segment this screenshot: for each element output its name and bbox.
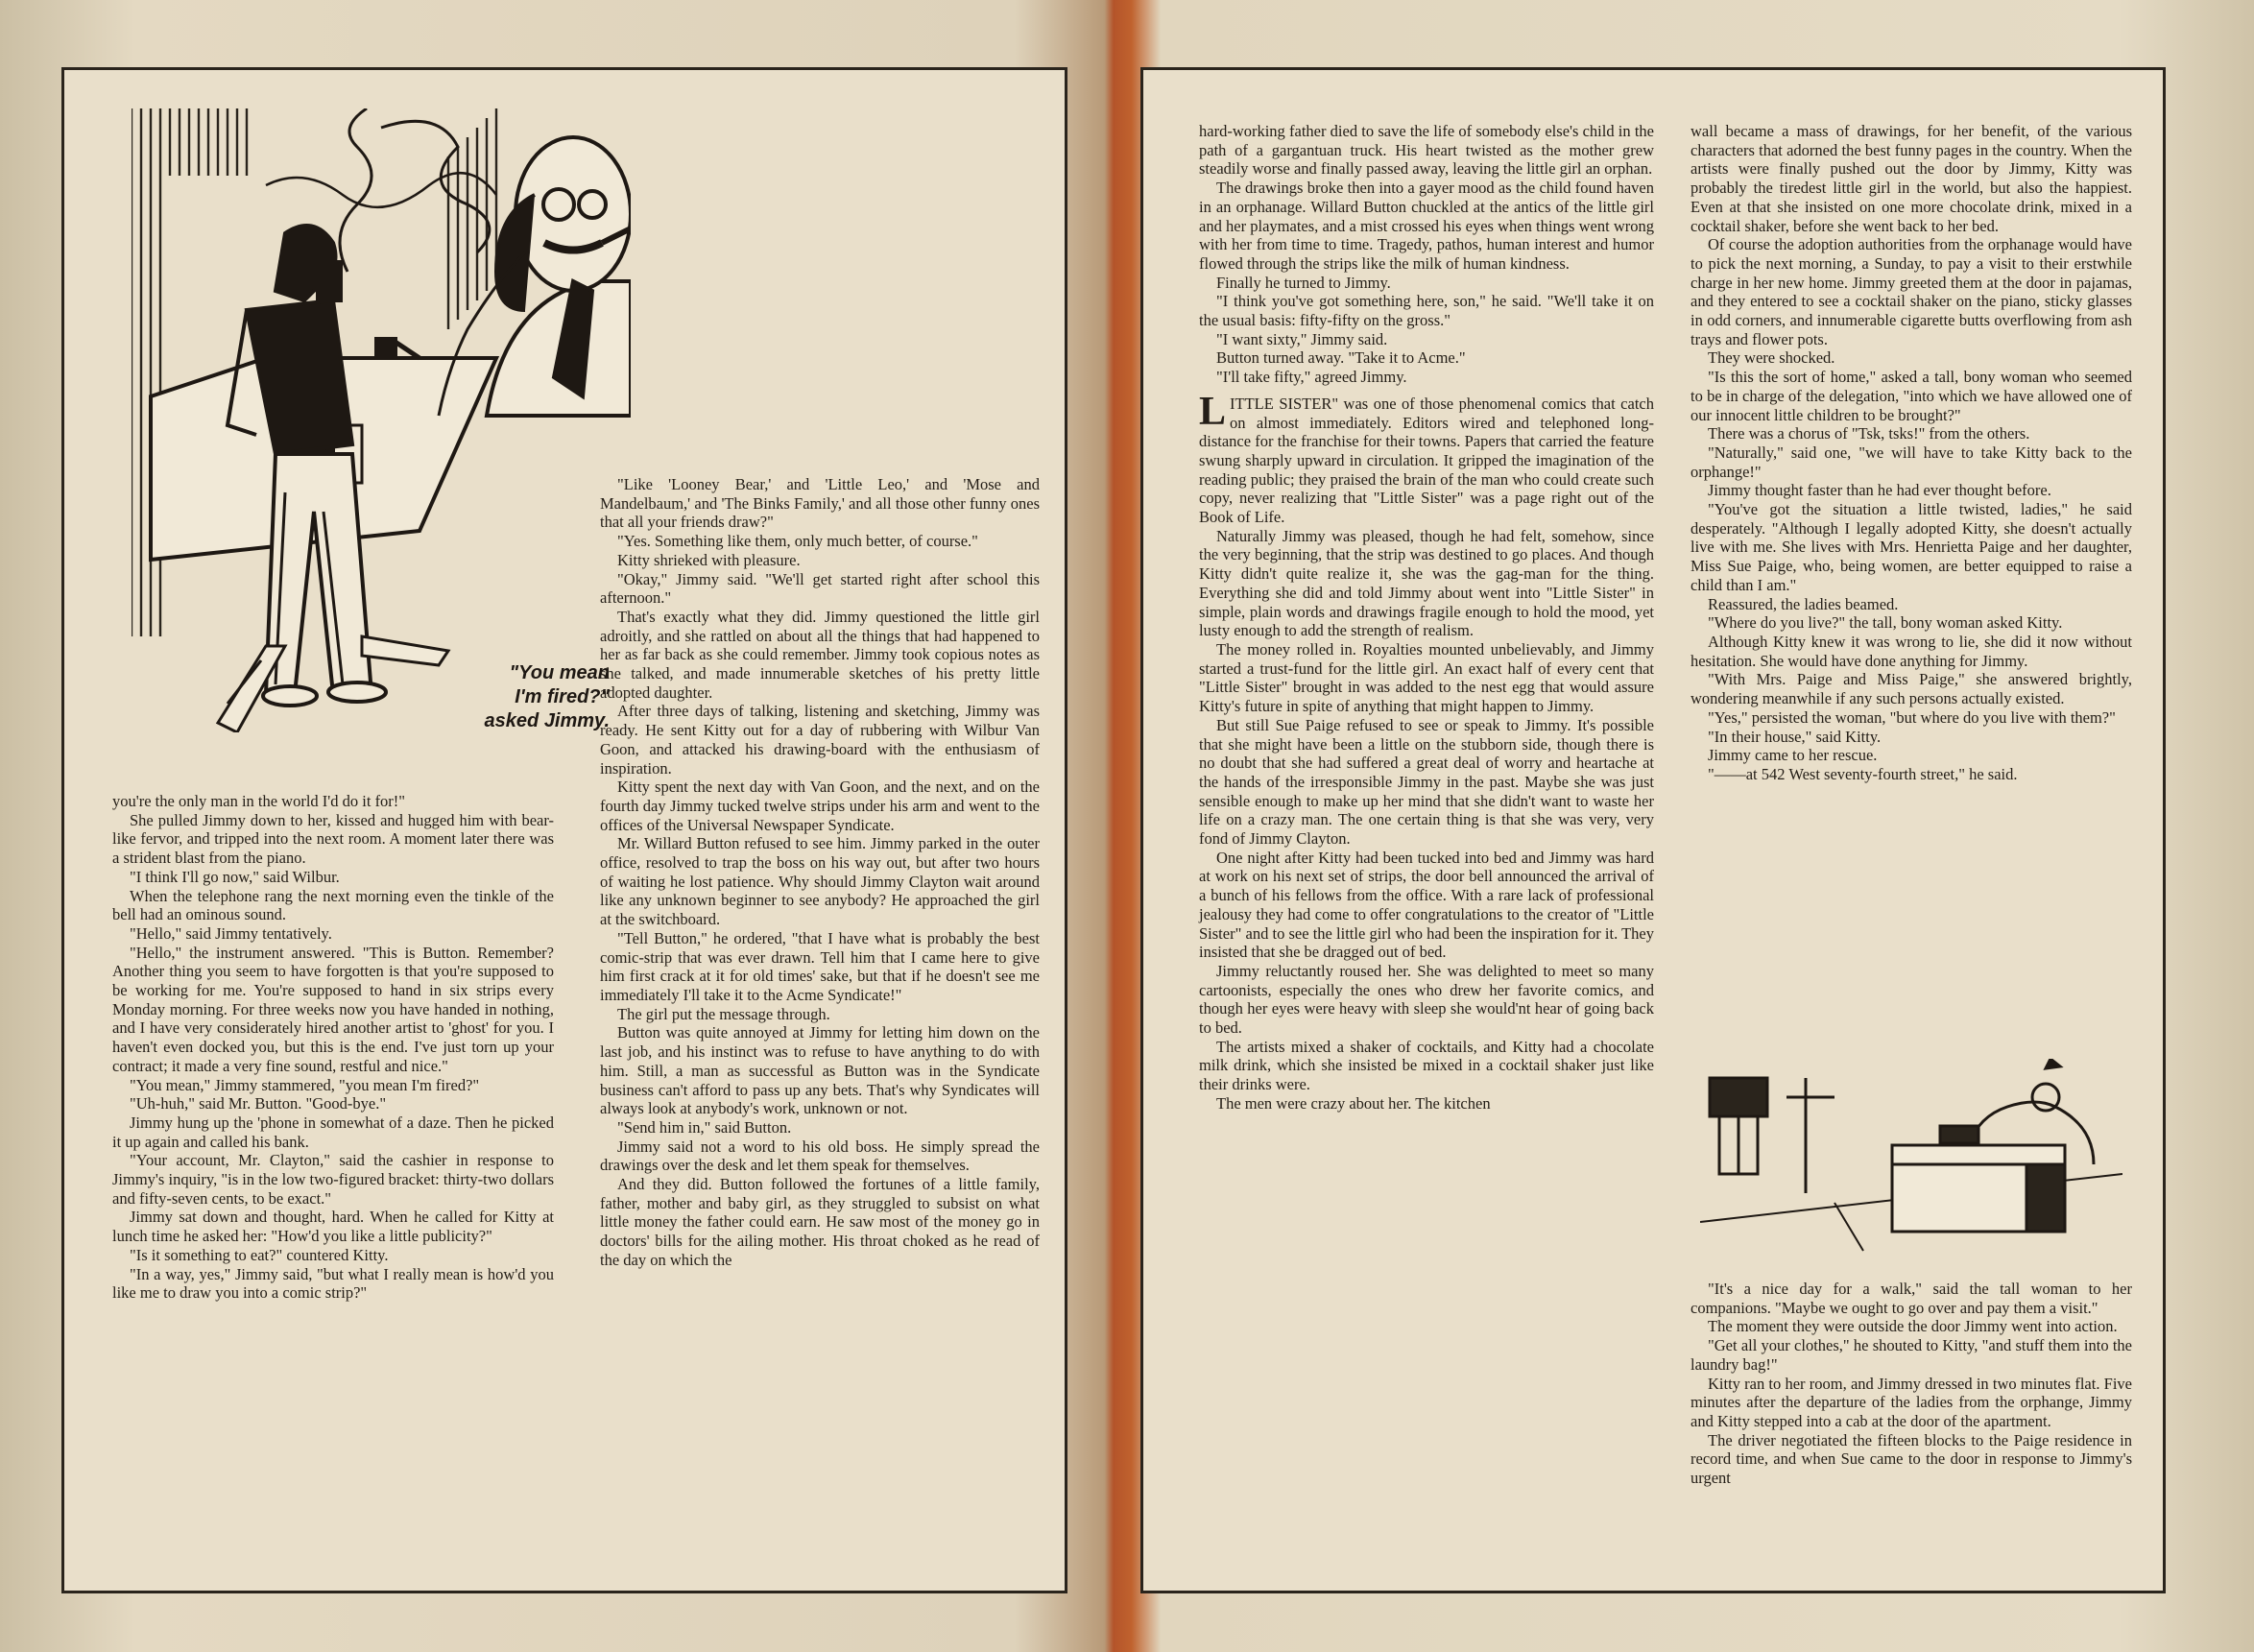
paragraph: "I want sixty," Jimmy said. bbox=[1216, 329, 1388, 348]
paragraph: Reassured, the ladies beamed. bbox=[1708, 594, 1899, 613]
paragraph: Finally he turned to Jimmy. bbox=[1216, 273, 1391, 292]
paragraph: The girl put the message through. bbox=[617, 1004, 830, 1023]
phone-call-illustration bbox=[132, 108, 631, 732]
paragraph: "Like 'Looney Bear,' and 'Little Leo,' and 'Mose and Mandelbaum,' and 'The Binks Family,' and all those other funny ones that all your friends draw?" bbox=[600, 475, 1040, 532]
paragraph: "In a way, yes," Jimmy said, "but what I really mean is how'd you like me to draw you into a comic strip?" bbox=[112, 1264, 554, 1303]
paragraph: Jimmy hung up the 'phone in somewhat of a daze. Then he picked it up again and called his bank. bbox=[112, 1113, 554, 1151]
paragraph: you're the only man in the world I'd do it for!" bbox=[112, 792, 406, 810]
paragraph: "I think you've got something here, son," he said. "We'll take it on the usual basis: fifty-fifty on the gross." bbox=[1199, 292, 1654, 330]
paragraph: They were shocked. bbox=[1708, 348, 1835, 368]
paragraph: "In their house," said Kitty. bbox=[1708, 727, 1882, 746]
paragraph: "I'll take fifty," agreed Jimmy. bbox=[1216, 368, 1407, 387]
paragraph: "Okay," Jimmy said. "We'll get started right after school this afternoon." bbox=[600, 569, 1040, 608]
left-column-2 bbox=[600, 475, 1040, 1270]
paragraph: "Is it something to eat?" countered Kitty. bbox=[130, 1245, 389, 1264]
paragraph: "Where do you live?" the tall, bony woman asked Kitty. bbox=[1708, 613, 2063, 633]
paragraph: "Yes. Something like them, only much better, of course." bbox=[617, 532, 978, 551]
right-column-2-continued bbox=[1690, 1280, 2132, 1488]
paragraph: That's exactly what they did. Jimmy questioned the little girl adroitly, and she rattled on about all the things that had happened to her as far back as she could remember. Jimmy took copious notes as she talked, and made innumerable sketches of his pretty little adopted daughter. bbox=[600, 607, 1040, 702]
paragraph: "Get all your clothes," he shouted to Kitty, "and stuff them into the laundry bag!" bbox=[1690, 1336, 2132, 1374]
paragraph: One night after Kitty had been tucked into bed and Jimmy was hard at work on his next set of strips, the door bell announced the arrival of a bunch of his fellows from the office. With a rare lack of professional jealousy they had come to offer congratulations to the creator of "Little Sister" and to see the little girl who had been the inspiration for it. They insisted that she be dragged out of bed. bbox=[1199, 848, 1654, 962]
paragraph: Although Kitty knew it was wrong to lie, she did it now without hesitation. She would have done anything for Jimmy. bbox=[1690, 632, 2132, 670]
illustration-caption bbox=[418, 661, 610, 733]
paragraph: "Hello," said Jimmy tentatively. bbox=[130, 923, 332, 943]
paragraph: The drawings broke then into a gayer mood as the child found haven in an orphanage. Willard Button chuckled at the antics of the little girl and her playmates, and a mist crossed his eyes when things went wrong with her from time to time. Tragedy, pathos, human interest and humor flowed through the strips like the milk of human kindness. bbox=[1199, 179, 1654, 273]
paragraph: "Hello," the instrument answered. "This is Button. Remember? Another thing you seem to have forgotten is that you're supposed to be working for me. You're supposed to hand in six strips every Monday morning. For three weeks now you have handed in nothing, and I have very considerately hired another artist to 'ghost' for you. I haven't even docked you, but this is the end. I've just torn up your contract; it made a very fine sound, restful and nice." bbox=[112, 943, 554, 1075]
caption-line: "You mean bbox=[509, 662, 610, 683]
section-opening-paragraph: LITTLE SISTER" was one of those phenomenal comics that catch on almost immediately. Editors wired and telephoned long-distance for the franchise for their towns. Papers that carried the feature swung sharply upward in circulation. It gripped the imagination of the reading public; they praised the brain of the man who could create such copy, never realizing that "Little Sister" was a page right out of the Book of Life. bbox=[1199, 389, 1654, 527]
paragraph: Of course the adoption authorities from the orphanage would have to pick the next morning, a Sunday, to pay a visit to their erstwhile charge in her new home. Jimmy greeted them at the door in pajamas, and they entered to see a cocktail shaker on the piano, sticky glasses in odd corners, and innumerable cigarette butts overflowing from ash trays and flower pots. bbox=[1690, 235, 2132, 348]
paragraph: Jimmy thought faster than he had ever thought before. bbox=[1708, 481, 2051, 500]
paragraph: hard-working father died to save the life of somebody else's child in the path of a gargantuan truck. His heart twisted as the mother grew steadily worse and finally passed away, leaving the little girl an orphan. bbox=[1199, 122, 1654, 179]
kitchen-bar-illustration bbox=[1700, 1059, 2122, 1270]
paragraph: Kitty spent the next day with Van Goon, and the next, and on the fourth day Jimmy tucked twelve strips under his arm and went to the offices of the Universal Newspaper Syndicate. bbox=[600, 778, 1040, 834]
right-column-1 bbox=[1199, 122, 1654, 1113]
paragraph: After three days of talking, listening and sketching, Jimmy was ready. He sent Kitty out for a day of rubbering with Wilbur Van Goon, and attacked his drawing-board with the enthusiasm of inspiration. bbox=[600, 702, 1040, 778]
paragraph: Kitty shrieked with pleasure. bbox=[617, 550, 801, 569]
paragraph: "You mean," Jimmy stammered, "you mean I'm fired?" bbox=[130, 1075, 480, 1094]
paragraph: She pulled Jimmy down to her, kissed and hugged him with bear-like fervor, and tripped into the next room. A moment later there was a strident blast from the piano. bbox=[112, 810, 554, 868]
paragraph: "With Mrs. Paige and Miss Paige," she answered brightly, wondering meanwhile if any such persons actually existed. bbox=[1690, 670, 2132, 708]
right-page bbox=[1140, 67, 2166, 1593]
caption-line: asked Jimmy. bbox=[484, 710, 610, 731]
paragraph: "I think I'll go now," said Wilbur. bbox=[130, 867, 340, 886]
paragraph: And they did. Button followed the fortunes of a little family, father, mother and baby girl, as they struggled to subsist on what little money the father could earn. He saw most of the money go in doctors' bills for the ailing mother. His throat choked as he read of the day on which the bbox=[600, 1175, 1040, 1269]
paragraph: "Naturally," said one, "we will have to take Kitty back to the orphange!" bbox=[1690, 443, 2132, 481]
paragraph: "——at 542 West seventy-fourth street," he said. bbox=[1708, 764, 2018, 783]
paragraph: Kitty ran to her room, and Jimmy dressed in two minutes flat. Five minutes after the departure of the ladies from the orphange, Jimmy and Kitty stepped into a cab at the door of the apartment. bbox=[1690, 1374, 2132, 1430]
paragraph: The money rolled in. Royalties mounted unbelievably, and Jimmy started a trust-fund for the little girl. An exact half of every cent that "Little Sister" brought in was added to the nest egg that would assure Kitty's future in spite of anything that might happen to Jimmy. bbox=[1199, 639, 1654, 716]
paragraph: Naturally Jimmy was pleased, though he had felt, somehow, since the very beginning, that the strip was destined to go places. And though Kitty didn't quite realize it, she was the gag-man for the thing. Everything she did and told Jimmy about went into "Little Sister" in simple, plain words and drawings fragile enough to hold the mood, yet lusty enough to add the strength of realism. bbox=[1199, 526, 1654, 640]
paragraph: The driver negotiated the fifteen blocks to the Paige residence in record time, and when Sue came to the door in response to Jimmy's urgent bbox=[1690, 1430, 2132, 1488]
caption-line: I'm fired?" bbox=[515, 686, 610, 707]
paragraph: When the telephone rang the next morning even the tinkle of the bell had an ominous sound. bbox=[112, 886, 554, 924]
paragraph: "Tell Button," he ordered, "that I have what is probably the best comic-strip that was ever drawn. Tell him that I came here to give him first crack at it for old times' sake, but that if he doesn't see me immediately I'll take it to the Acme Syndicate!" bbox=[600, 928, 1040, 1004]
paragraph: "It's a nice day for a walk," said the tall woman to her companions. "Maybe we ought to go over and pay them a visit." bbox=[1690, 1280, 2132, 1317]
paragraph: But still Sue Paige refused to see or speak to Jimmy. It's possible that she might have been a little on the stubborn side, though there is no doubt that she had suffered a great deal of worry and heartache at the hands of the irresponsible Jimmy in the past. Maybe she was just sensible enough to make up her mind that she didn't want to waste her life on a crazy man. The one certain thing is that she was very, very fond of Jimmy Clayton. bbox=[1199, 715, 1654, 849]
paragraph: "Yes," persisted the woman, "but where do you live with them?" bbox=[1708, 707, 2116, 727]
paragraph: Jimmy came to her rescue. bbox=[1708, 746, 1878, 765]
paragraph: "You've got the situation a little twisted, ladies," he said desperately. "Although I legally adopted Kitty, she doesn't actually live with me. She lives with Mrs. Henrietta Paige and her daughter, Miss Sue Paige, who, being women, are better equipped to raise a child than I am." bbox=[1690, 500, 2132, 594]
paragraph: Button turned away. "Take it to Acme." bbox=[1216, 348, 1466, 368]
paragraph: "Send him in," said Button. bbox=[617, 1117, 792, 1137]
paragraph: Button was quite annoyed at Jimmy for letting him down on the last job, and his instinct was to refuse to have anything to do with him. Still, a man as successful as Button was in the Syndicate business can't afford to pass up any bets. That's why Syndicates will always look at anybody's work, unknown or not. bbox=[600, 1023, 1040, 1118]
left-page bbox=[61, 67, 1067, 1593]
left-column-1 bbox=[112, 792, 554, 1303]
paragraph: The artists mixed a shaker of cocktails, and Kitty had a chocolate milk drink, which she insisted be mixed in a cocktail shaker just like their drinks were. bbox=[1199, 1037, 1654, 1094]
paragraph: "Uh-huh," said Mr. Button. "Good-bye." bbox=[130, 1094, 387, 1113]
paragraph: There was a chorus of "Tsk, tsks!" from the others. bbox=[1708, 424, 2030, 443]
paragraph: "Your account, Mr. Clayton," said the cashier in response to Jimmy's inquiry, "is in the low two-figured bracket: thirty-two dollars and fifty-seven cents, to be exact." bbox=[112, 1151, 554, 1208]
paragraph: "Is this the sort of home," asked a tall, bony woman who seemed to be in charge of the delegation, "into which we have allowed one of our innocent little children to be brought?" bbox=[1690, 368, 2132, 424]
right-column-2 bbox=[1690, 122, 2132, 784]
paragraph: Mr. Willard Button refused to see him. Jimmy parked in the outer office, resolved to trap the boss on his way out, but after two hours of waiting he lost patience. Why should Jimmy Clayton wait around like any unknown beginner to see anybody? He approached the girl at the switchboard. bbox=[600, 834, 1040, 929]
paragraph: The men were crazy about her. The kitchen bbox=[1216, 1093, 1491, 1113]
paragraph: The moment they were outside the door Jimmy went into action. bbox=[1708, 1317, 2118, 1336]
paragraph: Jimmy reluctantly roused her. She was delighted to meet so many cartoonists, especially the ones who drew her favorite comics, and though her eyes were heavy with sleep she would'nt hear of going back to bed. bbox=[1199, 961, 1654, 1038]
paragraph: Jimmy said not a word to his old boss. He simply spread the drawings over the desk and let them speak for themselves. bbox=[600, 1137, 1040, 1175]
paragraph: wall became a mass of drawings, for her benefit, of the various characters that adorned the best funny pages in the country. When the artists were finally pushed out the door by Jimmy, Kitty was probably the tiredest little girl in the world, but also the happiest. Even at that she insisted on one more chocolate drink, mixed in a cocktail shaker, before she went back to her bed. bbox=[1690, 122, 2132, 235]
paragraph: Jimmy sat down and thought, hard. When he called for Kitty at lunch time he asked her: "How'd you like a little publicity?" bbox=[112, 1208, 554, 1246]
